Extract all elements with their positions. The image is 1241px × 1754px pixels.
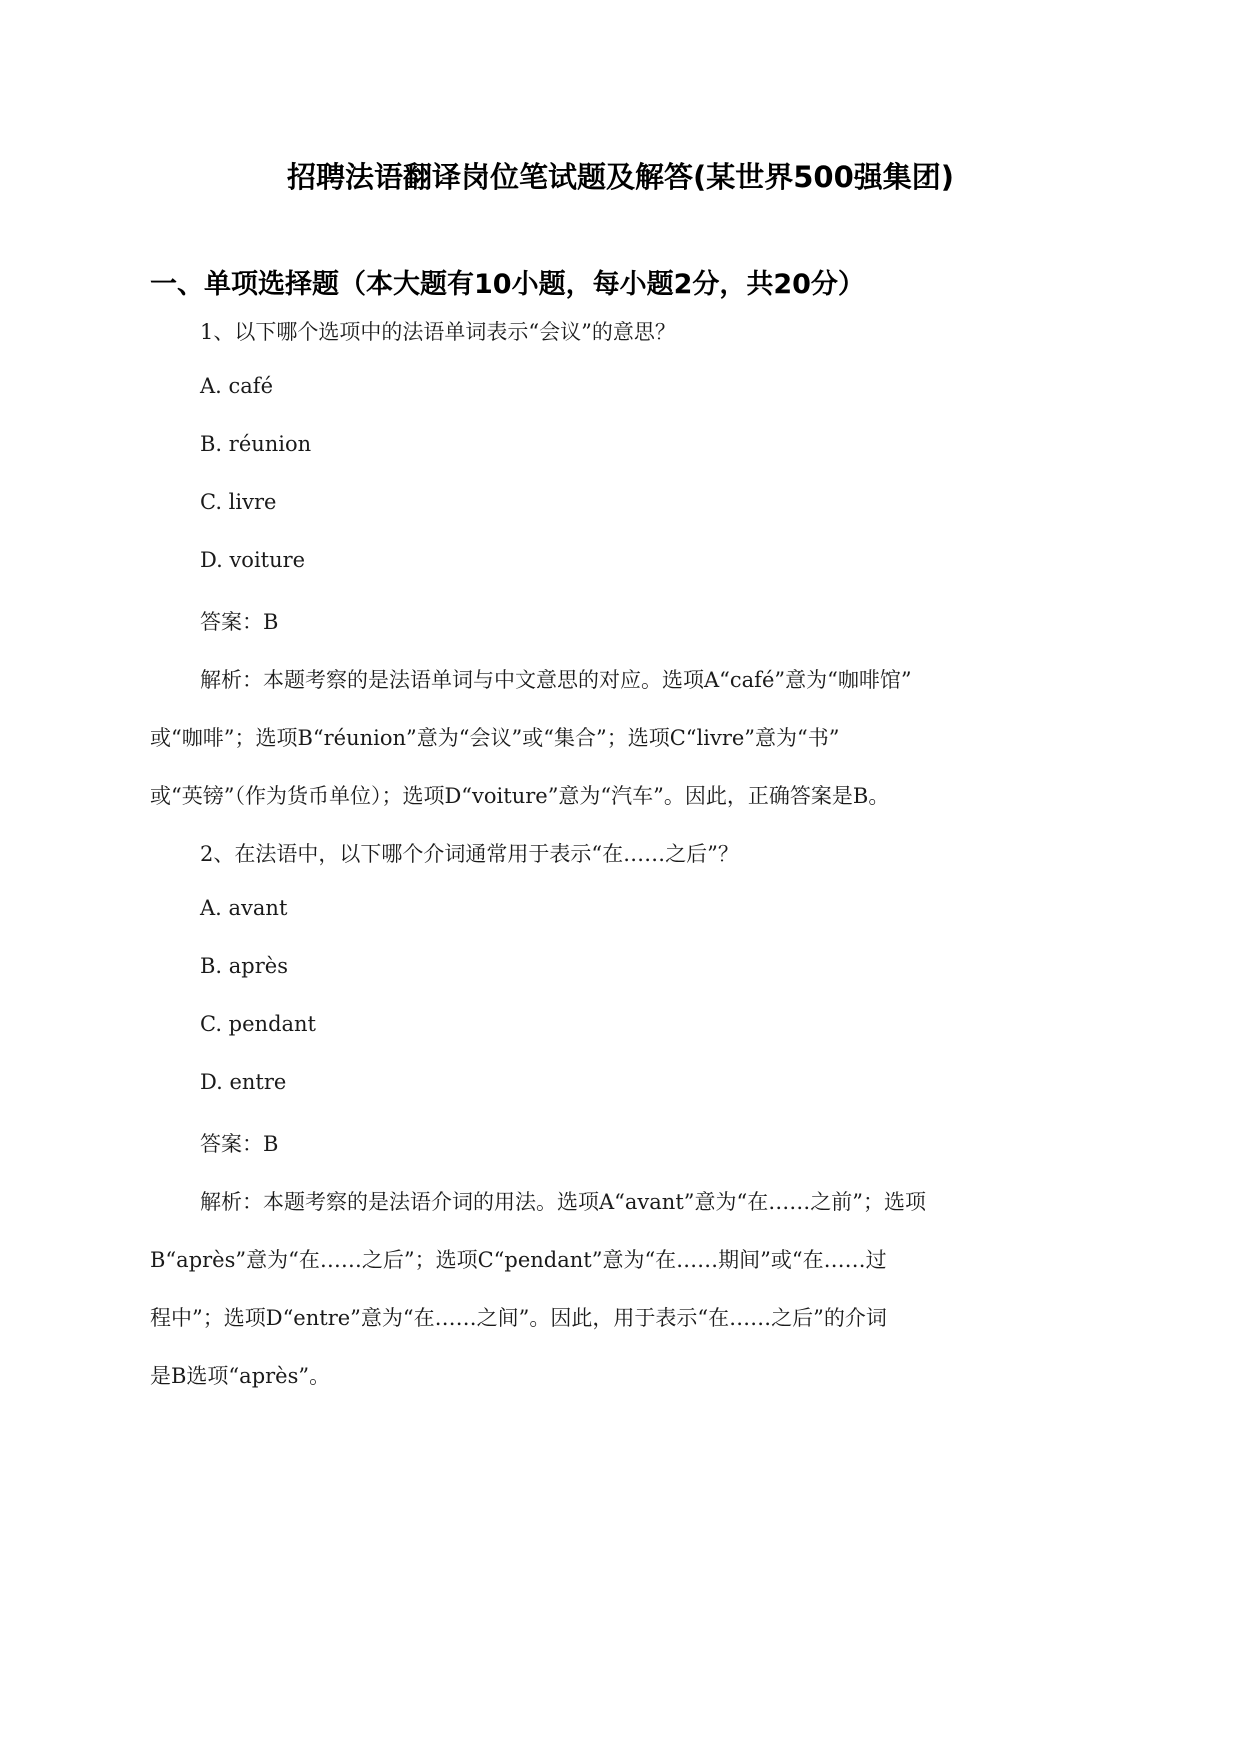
option-b: B. réunion xyxy=(200,432,312,456)
explanation-line: 或“英镑”（作为货币单位）；选项D“voiture”意为“汽车”。因此，正确答案是B。 xyxy=(150,784,890,808)
document-title: 招聘法语翻译岗位笔试题及解答(某世界500强集团) xyxy=(286,160,955,194)
explanation-line: 解析：本题考察的是法语介词的用法。选项A“avant”意为“在……之前”；选项 xyxy=(200,1190,926,1214)
option-a: A. café xyxy=(200,374,273,398)
question-stem: 2、在法语中，以下哪个介词通常用于表示“在……之后”？ xyxy=(200,842,739,866)
option-d: D. entre xyxy=(200,1070,287,1094)
option-b: B. après xyxy=(200,954,288,978)
explanation-line: 是B选项“après”。 xyxy=(150,1364,331,1388)
option-a: A. avant xyxy=(200,896,288,920)
explanation-line: B“après”意为“在……之后”；选项C“pendant”意为“在……期间”或“在……过 xyxy=(150,1248,887,1272)
option-d: D. voiture xyxy=(200,548,306,572)
answer: 答案：B xyxy=(200,610,279,634)
explanation-line: 解析：本题考察的是法语单词与中文意思的对应。选项A“café”意为“咖啡馆” xyxy=(200,668,912,692)
answer: 答案：B xyxy=(200,1132,279,1156)
explanation-line: 或“咖啡”；选项B“réunion”意为“会议”或“集合”；选项C“livre”意为“书” xyxy=(150,726,840,750)
explanation-line: 程中”；选项D“entre”意为“在……之间”。因此，用于表示“在……之后”的介词 xyxy=(150,1306,887,1330)
section-heading: 一、单项选择题（本大题有10小题，每小题2分，共20分） xyxy=(150,269,865,300)
option-c: C. livre xyxy=(200,490,277,514)
question-stem: 1、以下哪个选项中的法语单词表示“会议”的意思？ xyxy=(200,320,676,344)
option-c: C. pendant xyxy=(200,1012,316,1036)
